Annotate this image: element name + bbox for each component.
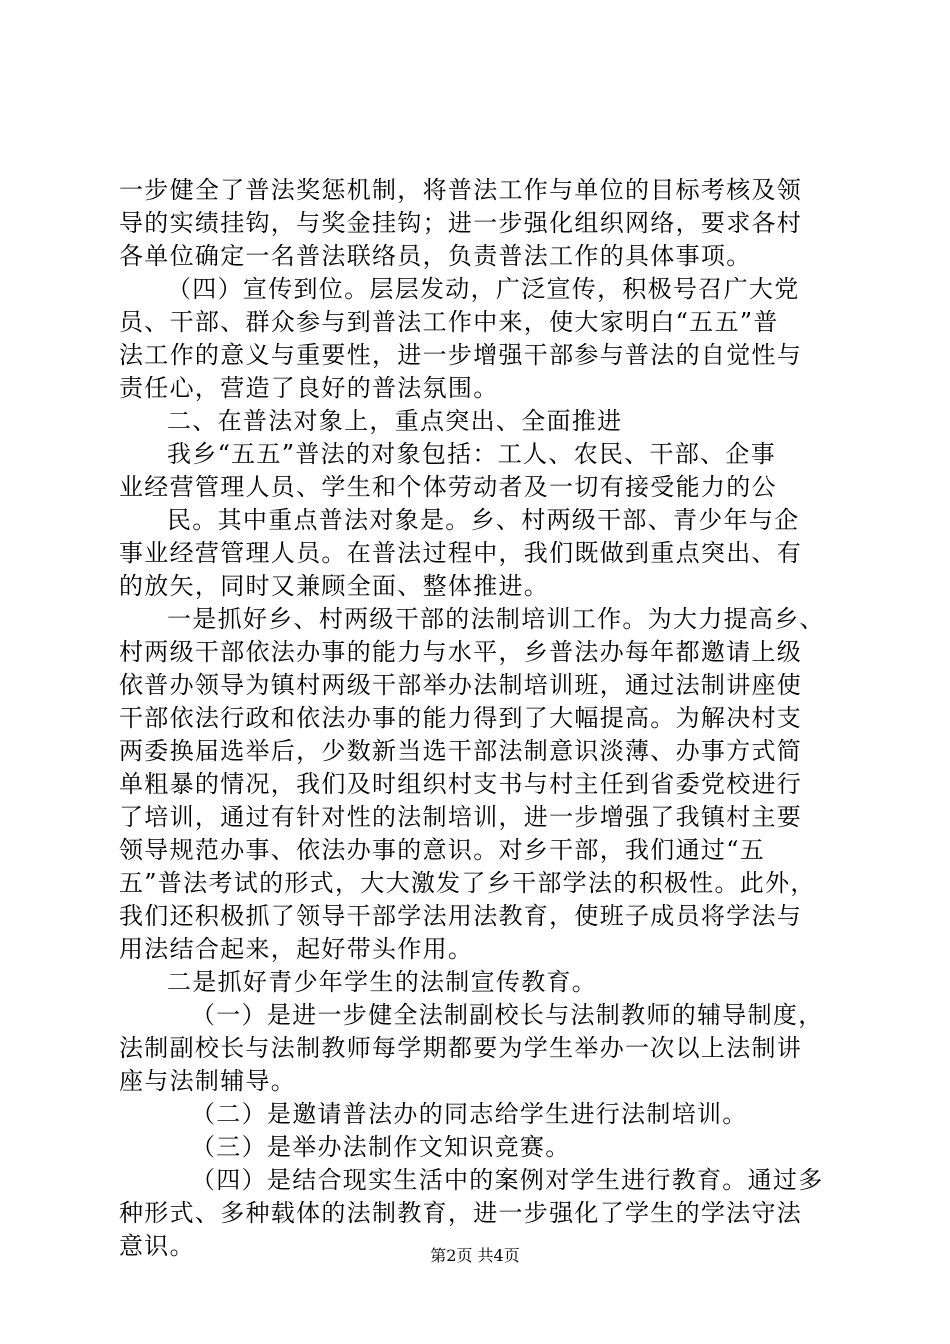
text-line: 业经营管理人员、学生和个体劳动者及一切有接受能力的公 (119, 473, 777, 501)
text-line: 一步健全了普法奖惩机制，将普法工作与单位的目标考核及领 (119, 176, 803, 204)
section-heading: 二、在普法对象上，重点突出、全面推进 (167, 407, 623, 435)
page-number-footer: 第2页 共4页 (430, 1246, 520, 1265)
text-line: （三）是举办法制作文知识竞赛。 (191, 1133, 571, 1161)
text-line: 导的实绩挂钩，与奖金挂钩；进一步强化组织网络，要求各村 (119, 209, 803, 237)
text-line: 员、干部、群众参与到普法工作中来，使大家明白“五五”普 (119, 308, 779, 336)
text-line: 领导规范办事、依法办事的意识。对乡干部，我们通过“五 (119, 836, 766, 864)
text-line: 法制副校长与法制教师每学期都要为学生举办一次以上法制讲 (119, 1034, 803, 1062)
text-line: 责任心，营造了良好的普法氛围。 (119, 374, 499, 402)
text-line: 了培训，通过有针对性的法制培训，进一步增强了我镇村主要 (119, 803, 803, 831)
text-line: 干部依法行政和依法办事的能力得到了大幅提高。为解决村支 (119, 704, 803, 732)
text-line: 我乡“五五”普法的对象包括：工人、农民、干部、企事 (167, 440, 777, 468)
text-line: 单粗暴的情况，我们及时组织村支书与村主任到省委党校进行 (119, 770, 803, 798)
text-line: 的放矢，同时又兼顾全面、整体推进。 (119, 572, 550, 600)
text-line: 依普办领导为镇村两级干部举办法制培训班，通过法制讲座使 (119, 671, 803, 699)
text-line: 各单位确定一名普法联络员，负责普法工作的具体事项。 (119, 242, 752, 270)
text-line: 事业经营管理人员。在普法过程中，我们既做到重点突出、有 (119, 539, 803, 567)
text-line: （一）是进一步健全法制副校长与法制教师的辅导制度， (191, 1001, 824, 1029)
text-line: 用法结合起来，起好带头作用。 (119, 935, 474, 963)
text-line: 座与法制辅导。 (119, 1067, 297, 1095)
text-line: 意识。 (119, 1232, 195, 1260)
text-line: 两委换届选举后，少数新当选干部法制意识淡薄、办事方式简 (119, 737, 803, 765)
text-line: 民。其中重点普法对象是。乡、村两级干部、青少年与企 (167, 506, 800, 534)
text-line: （四）是结合现实生活中的案例对学生进行教育。通过多 (191, 1166, 824, 1194)
text-line: （二）是邀请普法办的同志给学生进行法制培训。 (191, 1100, 748, 1128)
text-line: 一是抓好乡、村两级干部的法制培训工作。为大力提高乡、 (167, 605, 825, 633)
text-line: 村两级干部依法办事的能力与水平，乡普法办每年都邀请上级 (119, 638, 803, 666)
text-line: （四）宣传到位。层层发动，广泛宣传，积极号召广大党 (167, 275, 800, 303)
document-body (119, 174, 839, 1263)
text-line: 二是抓好青少年学生的法制宣传教育。 (167, 968, 598, 996)
text-line: 五”普法考试的形式，大大激发了乡干部学法的积极性。此外， (119, 869, 816, 897)
text-line: 我们还积极抓了领导干部学法用法教育，使班子成员将学法与 (119, 902, 803, 930)
text-line: 种形式、多种载体的法制教育，进一步强化了学生的学法守法 (119, 1199, 803, 1227)
text-line: 法工作的意义与重要性，进一步增强干部参与普法的自觉性与 (119, 341, 803, 369)
